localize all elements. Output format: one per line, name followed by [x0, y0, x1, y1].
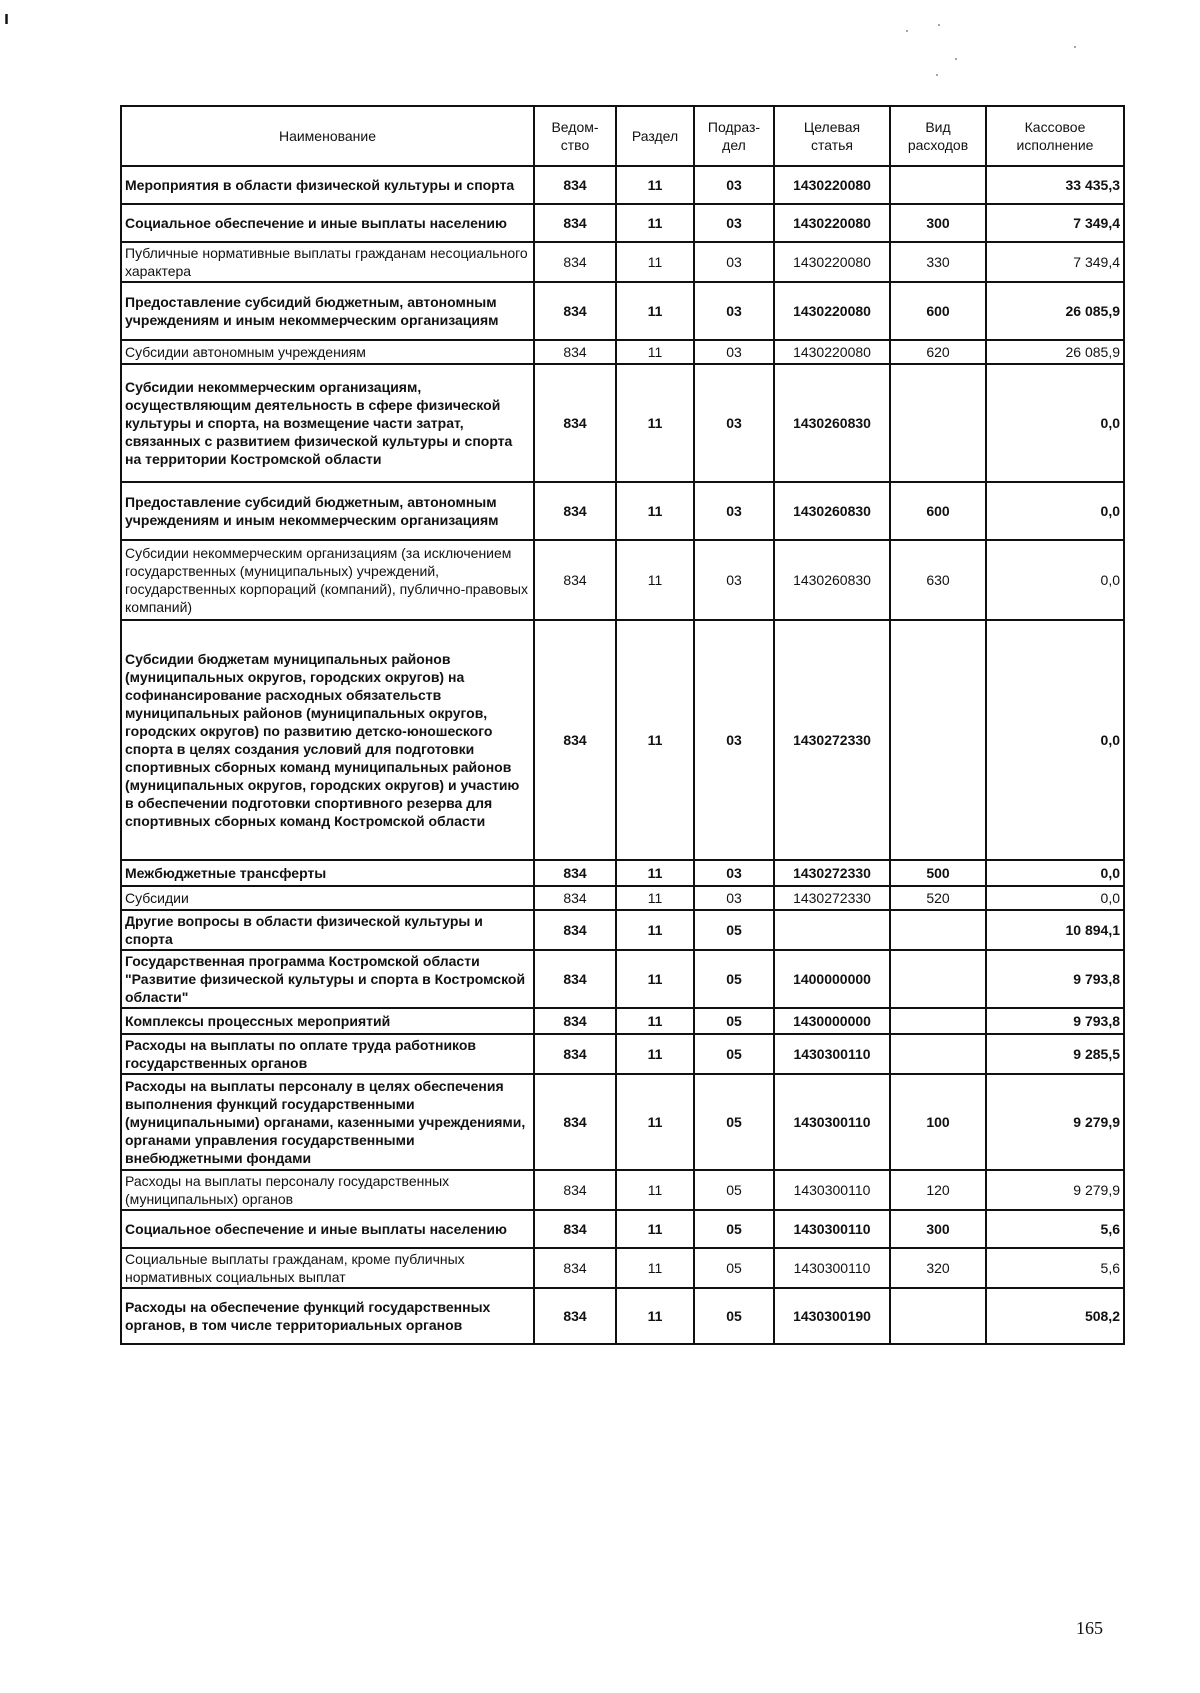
cell-kassa: 9 793,8 — [986, 1008, 1124, 1034]
table-row — [121, 1008, 1124, 1034]
cell-kassa: 5,6 — [986, 1248, 1124, 1288]
cell-kassa: 26 085,9 — [986, 340, 1124, 364]
cell-kassa: 0,0 — [986, 860, 1124, 886]
cell-name: Субсидии — [121, 886, 534, 910]
cell-razdel: 11 — [616, 1034, 694, 1074]
cell-name: Государственная программа Костромской области "Развитие физической культуры и спорта в Костромской области" — [121, 950, 534, 1008]
cell-vid — [890, 364, 986, 482]
cell-ved: 834 — [534, 620, 616, 860]
header-vid: Вид расходов — [890, 106, 986, 166]
cell-name: Межбюджетные трансферты — [121, 860, 534, 886]
table-row — [121, 910, 1124, 950]
cell-podrazdel: 03 — [694, 364, 774, 482]
cell-name: Субсидии некоммерческим организациям, осуществляющим деятельность в сфере физической культуры и спорта, на возмещение части затрат, связанных с развитием физической культуры и спорта на территории Костромской области — [121, 364, 534, 482]
cell-ved: 834 — [534, 1008, 616, 1034]
cell-ved: 834 — [534, 482, 616, 540]
cell-vid: 600 — [890, 282, 986, 340]
cell-kassa: 0,0 — [986, 364, 1124, 482]
cell-ved: 834 — [534, 242, 616, 282]
cell-kassa: 0,0 — [986, 482, 1124, 540]
cell-podrazdel: 03 — [694, 166, 774, 204]
cell-kassa: 9 279,9 — [986, 1170, 1124, 1210]
cell-vid — [890, 620, 986, 860]
cell-name: Социальное обеспечение и иные выплаты населению — [121, 1210, 534, 1248]
cell-celevaya: 1430220080 — [774, 204, 890, 242]
cell-ved: 834 — [534, 860, 616, 886]
cell-razdel: 11 — [616, 1210, 694, 1248]
cell-ved: 834 — [534, 204, 616, 242]
header-podrazdel: Подраз- дел — [694, 106, 774, 166]
cell-ved: 834 — [534, 1248, 616, 1288]
cell-kassa: 26 085,9 — [986, 282, 1124, 340]
cell-podrazdel: 05 — [694, 1170, 774, 1210]
cell-podrazdel: 03 — [694, 204, 774, 242]
cell-kassa: 9 279,9 — [986, 1074, 1124, 1170]
cell-celevaya: 1430272330 — [774, 620, 890, 860]
cell-name: Публичные нормативные выплаты гражданам несоциального характера — [121, 242, 534, 282]
cell-vid: 330 — [890, 242, 986, 282]
cell-ved: 834 — [534, 1288, 616, 1344]
table-row — [121, 166, 1124, 204]
cell-kassa: 508,2 — [986, 1288, 1124, 1344]
scan-speck — [906, 30, 908, 32]
cell-vid: 100 — [890, 1074, 986, 1170]
cell-podrazdel: 05 — [694, 910, 774, 950]
cell-kassa: 9 793,8 — [986, 950, 1124, 1008]
table-row — [121, 204, 1124, 242]
cell-kassa: 0,0 — [986, 620, 1124, 860]
cell-razdel: 11 — [616, 620, 694, 860]
table-body — [121, 166, 1124, 1344]
cell-podrazdel: 05 — [694, 1248, 774, 1288]
cell-podrazdel: 03 — [694, 340, 774, 364]
cell-vid — [890, 1008, 986, 1034]
cell-vid: 300 — [890, 1210, 986, 1248]
cell-celevaya: 1430260830 — [774, 482, 890, 540]
cell-name: Предоставление субсидий бюджетным, автономным учреждениям и иным некоммерческим организациям — [121, 282, 534, 340]
cell-kassa: 0,0 — [986, 886, 1124, 910]
header-ved: Ведом- ство — [534, 106, 616, 166]
corner-mark: ı — [4, 8, 10, 28]
table-row — [121, 282, 1124, 340]
cell-kassa: 7 349,4 — [986, 242, 1124, 282]
scan-speck — [955, 58, 957, 60]
cell-ved: 834 — [534, 282, 616, 340]
cell-vid — [890, 1288, 986, 1344]
header-celevaya: Целевая статья — [774, 106, 890, 166]
cell-celevaya: 1430000000 — [774, 1008, 890, 1034]
cell-ved: 834 — [534, 340, 616, 364]
cell-vid: 630 — [890, 540, 986, 620]
scan-speck — [936, 74, 938, 76]
header-kassa: Кассовое исполнение — [986, 106, 1124, 166]
cell-ved: 834 — [534, 910, 616, 950]
scan-speck — [938, 24, 940, 26]
cell-podrazdel: 05 — [694, 1034, 774, 1074]
cell-name: Другие вопросы в области физической культуры и спорта — [121, 910, 534, 950]
cell-celevaya: 1430220080 — [774, 282, 890, 340]
cell-razdel: 11 — [616, 1074, 694, 1170]
cell-celevaya: 1430220080 — [774, 340, 890, 364]
cell-ved: 834 — [534, 540, 616, 620]
cell-kassa: 0,0 — [986, 540, 1124, 620]
cell-podrazdel: 03 — [694, 886, 774, 910]
cell-razdel: 11 — [616, 540, 694, 620]
cell-razdel: 11 — [616, 282, 694, 340]
cell-vid — [890, 910, 986, 950]
cell-razdel: 11 — [616, 166, 694, 204]
cell-vid: 520 — [890, 886, 986, 910]
table-row — [121, 540, 1124, 620]
cell-razdel: 11 — [616, 950, 694, 1008]
cell-razdel: 11 — [616, 482, 694, 540]
table-row — [121, 242, 1124, 282]
cell-razdel: 11 — [616, 364, 694, 482]
table-row — [121, 1034, 1124, 1074]
table-row — [121, 364, 1124, 482]
cell-ved: 834 — [534, 1034, 616, 1074]
scan-speck — [1074, 46, 1076, 48]
header-name: Наименование — [121, 106, 534, 166]
cell-celevaya: 1430220080 — [774, 242, 890, 282]
table-row — [121, 620, 1124, 860]
header-razdel: Раздел — [616, 106, 694, 166]
cell-podrazdel: 05 — [694, 1008, 774, 1034]
cell-kassa: 33 435,3 — [986, 166, 1124, 204]
cell-kassa: 9 285,5 — [986, 1034, 1124, 1074]
cell-ved: 834 — [534, 1074, 616, 1170]
cell-vid — [890, 1034, 986, 1074]
cell-celevaya: 1430300110 — [774, 1170, 890, 1210]
table-row — [121, 950, 1124, 1008]
cell-celevaya: 1430300110 — [774, 1034, 890, 1074]
cell-vid: 120 — [890, 1170, 986, 1210]
cell-ved: 834 — [534, 1210, 616, 1248]
table-row — [121, 482, 1124, 540]
table-row — [121, 340, 1124, 364]
cell-podrazdel: 05 — [694, 1074, 774, 1170]
cell-podrazdel: 03 — [694, 540, 774, 620]
cell-name: Социальные выплаты гражданам, кроме публичных нормативных социальных выплат — [121, 1248, 534, 1288]
cell-podrazdel: 05 — [694, 1210, 774, 1248]
table-header-row — [121, 106, 1124, 166]
cell-ved: 834 — [534, 1170, 616, 1210]
cell-celevaya: 1430272330 — [774, 886, 890, 910]
cell-podrazdel: 05 — [694, 950, 774, 1008]
cell-name: Мероприятия в области физической культуры и спорта — [121, 166, 534, 204]
cell-podrazdel: 03 — [694, 860, 774, 886]
table-row — [121, 1210, 1124, 1248]
cell-kassa: 5,6 — [986, 1210, 1124, 1248]
cell-name: Предоставление субсидий бюджетным, автономным учреждениям и иным некоммерческим организациям — [121, 482, 534, 540]
cell-razdel: 11 — [616, 860, 694, 886]
budget-execution-table — [120, 105, 1125, 1345]
cell-podrazdel: 03 — [694, 620, 774, 860]
cell-name: Социальное обеспечение и иные выплаты населению — [121, 204, 534, 242]
cell-name: Субсидии бюджетам муниципальных районов (муниципальных округов, городских округов) на софинансирование расходных обязательств муниципальных районов (муниципальных округов, городских округов) по развитию детско-юношеского спорта в целях создания условий для подготовки спортивных сборных команд муниципальных районов (муниципальных округов, городских округов) и участию в обеспечении подготовки спортивного резерва для спортивных сборных команд Костромской области — [121, 620, 534, 860]
cell-ved: 834 — [534, 950, 616, 1008]
cell-celevaya: 1430300110 — [774, 1074, 890, 1170]
cell-razdel: 11 — [616, 1008, 694, 1034]
cell-podrazdel: 05 — [694, 1288, 774, 1344]
table-row — [121, 1170, 1124, 1210]
cell-razdel: 11 — [616, 340, 694, 364]
cell-celevaya: 1430300190 — [774, 1288, 890, 1344]
cell-podrazdel: 03 — [694, 282, 774, 340]
table-row — [121, 1074, 1124, 1170]
cell-celevaya: 1430300110 — [774, 1210, 890, 1248]
table-row — [121, 886, 1124, 910]
cell-celevaya: 1430220080 — [774, 166, 890, 204]
cell-razdel: 11 — [616, 204, 694, 242]
table-row — [121, 860, 1124, 886]
cell-razdel: 11 — [616, 910, 694, 950]
cell-celevaya: 1400000000 — [774, 950, 890, 1008]
cell-name: Субсидии автономным учреждениям — [121, 340, 534, 364]
cell-razdel: 11 — [616, 1248, 694, 1288]
cell-ved: 834 — [534, 166, 616, 204]
cell-kassa: 10 894,1 — [986, 910, 1124, 950]
cell-podrazdel: 03 — [694, 482, 774, 540]
cell-vid: 320 — [890, 1248, 986, 1288]
cell-celevaya: 1430260830 — [774, 540, 890, 620]
cell-celevaya — [774, 910, 890, 950]
table-row — [121, 1288, 1124, 1344]
cell-ved: 834 — [534, 364, 616, 482]
cell-name: Расходы на обеспечение функций государственных органов, в том числе территориальных органов — [121, 1288, 534, 1344]
table-row — [121, 1248, 1124, 1288]
cell-kassa: 7 349,4 — [986, 204, 1124, 242]
cell-vid: 620 — [890, 340, 986, 364]
cell-razdel: 11 — [616, 1288, 694, 1344]
cell-celevaya: 1430300110 — [774, 1248, 890, 1288]
cell-vid — [890, 950, 986, 1008]
cell-name: Расходы на выплаты по оплате труда работников государственных органов — [121, 1034, 534, 1074]
cell-podrazdel: 03 — [694, 242, 774, 282]
cell-vid — [890, 166, 986, 204]
cell-vid: 600 — [890, 482, 986, 540]
cell-name: Субсидии некоммерческим организациям (за исключением государственных (муниципальных) учреждений, государственных корпораций (компаний), публично-правовых компаний) — [121, 540, 534, 620]
cell-razdel: 11 — [616, 886, 694, 910]
page-number: 165 — [1076, 1618, 1103, 1638]
cell-name: Комплексы процессных мероприятий — [121, 1008, 534, 1034]
cell-celevaya: 1430272330 — [774, 860, 890, 886]
cell-celevaya: 1430260830 — [774, 364, 890, 482]
cell-name: Расходы на выплаты персоналу в целях обеспечения выполнения функций государственными (муниципальными) органами, казенными учреждениями, органами управления государственными внебюджетными фондами — [121, 1074, 534, 1170]
cell-name: Расходы на выплаты персоналу государственных (муниципальных) органов — [121, 1170, 534, 1210]
cell-ved: 834 — [534, 886, 616, 910]
cell-razdel: 11 — [616, 1170, 694, 1210]
cell-razdel: 11 — [616, 242, 694, 282]
cell-vid: 500 — [890, 860, 986, 886]
cell-vid: 300 — [890, 204, 986, 242]
